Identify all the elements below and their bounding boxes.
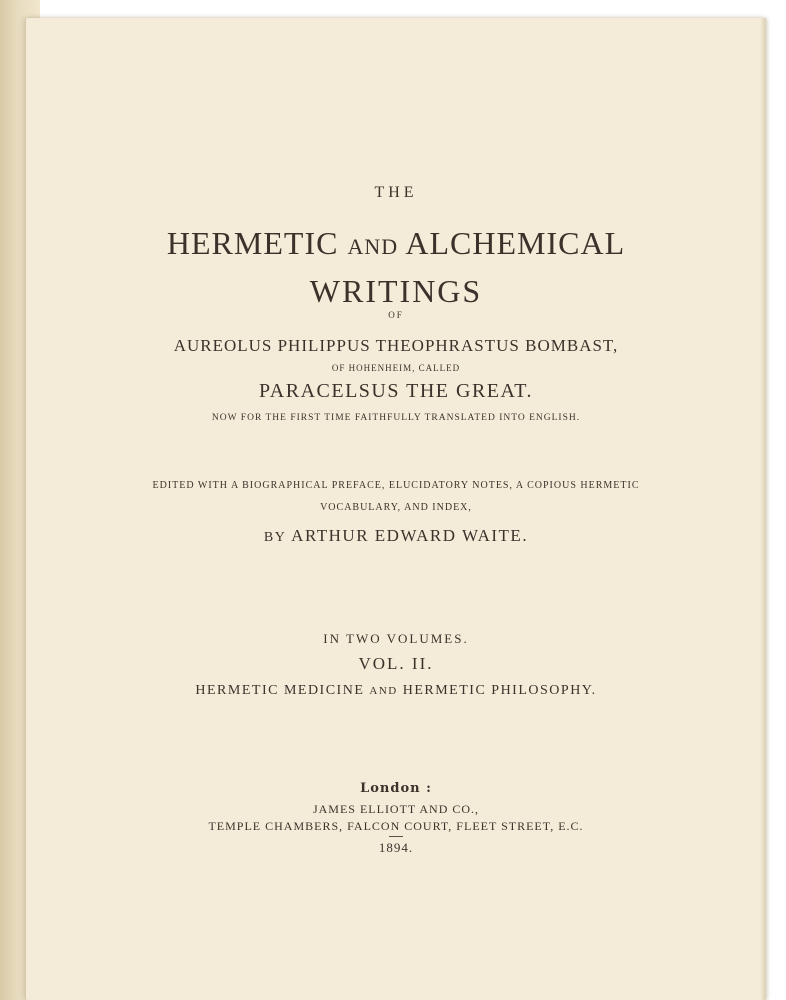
volumes-note: IN TWO VOLUMES. — [323, 631, 469, 646]
paracelsus-the-great: PARACELSUS THE GREAT. — [259, 380, 533, 402]
imprint-address: TEMPLE CHAMBERS, FALCON COURT, FLEET STREET, E.C. — [208, 819, 584, 833]
by-label: BY — [263, 530, 287, 545]
title-line-1 — [26, 225, 766, 262]
volume-subject — [26, 683, 766, 699]
editor-name: ARTHUR EDWARD WAITE. — [291, 526, 529, 545]
title-and: AND — [347, 234, 399, 259]
subject-medicine: HERMETIC MEDICINE — [195, 683, 365, 698]
editor-line — [26, 526, 766, 546]
title-alchemical: ALCHEMICAL — [405, 225, 626, 261]
imprint-year: 1894. — [378, 840, 414, 855]
edited-line-1: EDITED WITH A BIOGRAPHICAL PREFACE, ELUCIDATORY NOTES, A COPIOUS HERMETIC — [152, 480, 640, 491]
subject-philosophy: HERMETIC PHILOSOPHY. — [402, 683, 597, 698]
translation-note: NOW FOR THE FIRST TIME FAITHFULLY TRANSLATED INTO ENGLISH. — [211, 413, 581, 423]
imprint-rule — [389, 836, 403, 837]
imprint-place: London : — [360, 781, 432, 796]
title-the: THE — [374, 184, 418, 201]
title-page — [26, 18, 766, 1000]
imprint-publisher: JAMES ELLIOTT AND CO., — [312, 802, 480, 816]
volume-number: VOL. II. — [358, 654, 434, 673]
edited-line-2: VOCABULARY, AND INDEX, — [320, 502, 472, 513]
title-hermetic: HERMETIC — [166, 225, 339, 261]
of-hohenheim: OF HOHENHEIM, CALLED — [331, 363, 461, 373]
title-writings: WRITINGS — [309, 273, 483, 309]
author-name: AUREOLUS PHILIPPUS THEOPHRASTUS BOMBAST, — [173, 336, 619, 355]
title-of: OF — [388, 310, 404, 320]
subject-and: AND — [369, 685, 398, 697]
